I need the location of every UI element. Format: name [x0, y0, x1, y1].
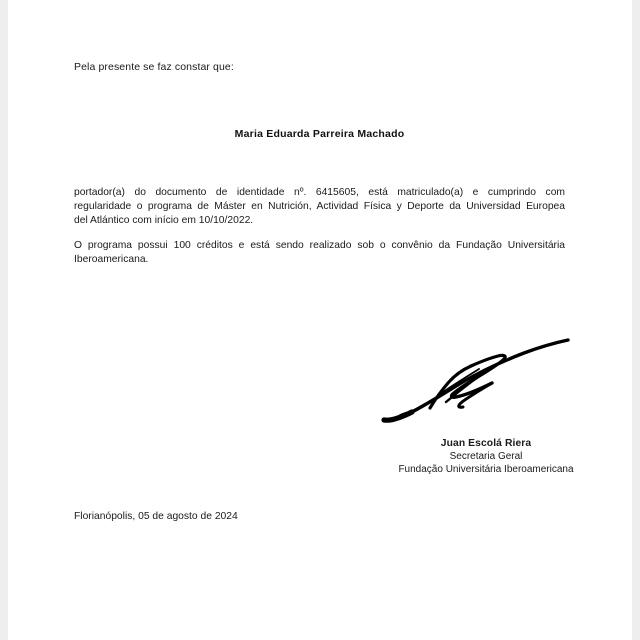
paragraph-enrollment [74, 186, 565, 229]
student-name: Maria Eduarda Parreira Machado [234, 128, 405, 140]
signature-block [318, 437, 640, 476]
paragraph-credits-line-2: Iberoamericana. [74, 254, 149, 266]
paragraph-credits-line-1: O programa possui 100 créditos e está sendo realizado sob o convênio da Fundação Universitária [74, 240, 565, 251]
paragraph-enrollment-line-1: portador(a) do documento de identidade nº. 6415605, está matriculado(a) e cumprindo com [74, 187, 565, 198]
handwritten-signature-icon [378, 336, 578, 431]
date-line: Florianópolis, 05 de agosto de 2024 [74, 511, 238, 522]
signer-role: Secretaria Geral [449, 451, 523, 462]
page-gutter-right [632, 0, 640, 640]
certificate-page [8, 0, 632, 640]
signer-name: Juan Escolá Riera [440, 438, 532, 449]
page-gutter-left [0, 0, 8, 640]
paragraph-enrollment-line-3: del Atlántico com início em 10/10/2022. [74, 215, 254, 227]
intro-line: Pela presente se faz constar que: [74, 61, 234, 73]
signer-organization: Fundação Universitária Iberoamericana [398, 464, 574, 475]
paragraph-enrollment-line-2: regularidade o programa de Máster en Nutrición, Actividad Física y Deporte da Universidad Europea [74, 201, 565, 213]
paragraph-credits [74, 239, 565, 267]
